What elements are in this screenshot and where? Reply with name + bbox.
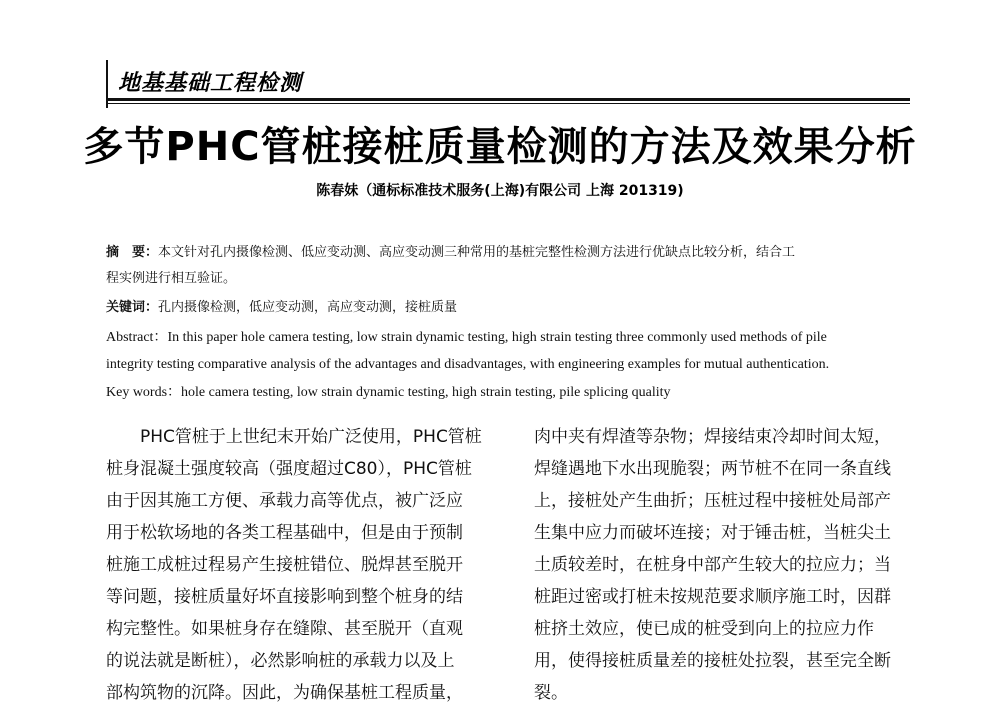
body-line: 桩施工成桩过程易产生接桩错位、脱焊甚至脱开 bbox=[106, 555, 463, 575]
abstract-zh-line-2: 程实例进行相互验证。 bbox=[106, 271, 237, 286]
body-line: 桩距过密或打桩未按规范要求顺序施工时，因群 bbox=[534, 587, 891, 607]
section-header: 地基基础工程检测 bbox=[118, 71, 303, 96]
body-line: 桩挤土效应，使已成的桩受到向上的拉应力作 bbox=[534, 619, 874, 639]
author-line: 陈春妹（通标标准技术服务(上海)有限公司 上海 201319) bbox=[316, 183, 684, 199]
keywords-zh bbox=[106, 295, 912, 321]
abstract-zh-line-1: 摘 要：本文针对孔内摄像检测、低应变动测、高应变动测三种常用的基桩完整性检测方法进行优缺点比较分析，结合工 bbox=[106, 245, 796, 260]
abstract-en-line-1: Abstract：In this paper hole camera testing, low strain dynamic testing, high strain testing three commonly used methods of pile bbox=[106, 330, 827, 345]
keywords-en bbox=[106, 379, 912, 406]
body-line: 用，使得接桩质量差的接桩处拉裂，甚至完全断 bbox=[534, 651, 891, 671]
article-title: 多节PHC管桩接桩质量检测的方法及效果分析 bbox=[83, 124, 917, 170]
body-column-left bbox=[106, 421, 486, 709]
keywords-en-text: hole camera testing, low strain dynamic testing, high strain testing, pile splicing quality bbox=[181, 385, 671, 400]
abstract-zh bbox=[106, 240, 912, 292]
body-line: 肉中夹有焊渣等杂物；焊接结束冷却时间太短， bbox=[534, 427, 891, 447]
body-line: 部构筑物的沉降。因此，为确保基桩工程质量， bbox=[106, 683, 463, 703]
keywords-zh-text: 孔内摄像检测，低应变动测，高应变动测，接桩质量 bbox=[158, 300, 458, 315]
body-line: 土质较差时，在桩身中部产生较大的拉应力；当 bbox=[534, 555, 891, 575]
abstract-en bbox=[106, 324, 912, 378]
keywords-zh-label: 关键词： bbox=[106, 300, 159, 315]
abstract-zh-label: 摘 要： bbox=[106, 245, 159, 260]
body-line: 上，接桩处产生曲折；压桩过程中接桩处局部产 bbox=[534, 491, 891, 511]
body-line: 生集中应力而破坏连接；对于锤击桩，当桩尖土 bbox=[534, 523, 891, 543]
body-column-right bbox=[534, 421, 914, 709]
abstract-en-line-2: integrity testing comparative analysis of the advantages and disadvantages, with engineering examples for mutual authentication. bbox=[106, 357, 830, 372]
body-line: 裂。 bbox=[534, 683, 568, 703]
abstract-en-label: Abstract： bbox=[106, 330, 168, 345]
body-line: 焊缝遇地下水出现脆裂；两节桩不在同一条直线 bbox=[534, 459, 891, 479]
body-line: 等问题，接桩质量好坏直接影响到整个桩身的结 bbox=[106, 587, 463, 607]
header-rule-thick bbox=[106, 98, 910, 101]
body-line: 桩身混凝土强度较高（强度超过C80），PHC管桩 bbox=[106, 459, 472, 479]
body-line: 构完整性。如果桩身存在缝隙、甚至脱开（直观 bbox=[106, 619, 463, 639]
body-line: PHC管桩于上世纪末开始广泛使用，PHC管桩 bbox=[106, 427, 482, 447]
body-line: 由于因其施工方便、承载力高等优点，被广泛应 bbox=[106, 491, 463, 511]
body-line: 的说法就是断桩），必然影响桩的承载力以及上 bbox=[106, 651, 455, 671]
header-rule-thin bbox=[106, 103, 910, 104]
keywords-en-label: Key words： bbox=[106, 385, 182, 400]
body-line: 用于松软场地的各类工程基础中，但是由于预制 bbox=[106, 523, 463, 543]
